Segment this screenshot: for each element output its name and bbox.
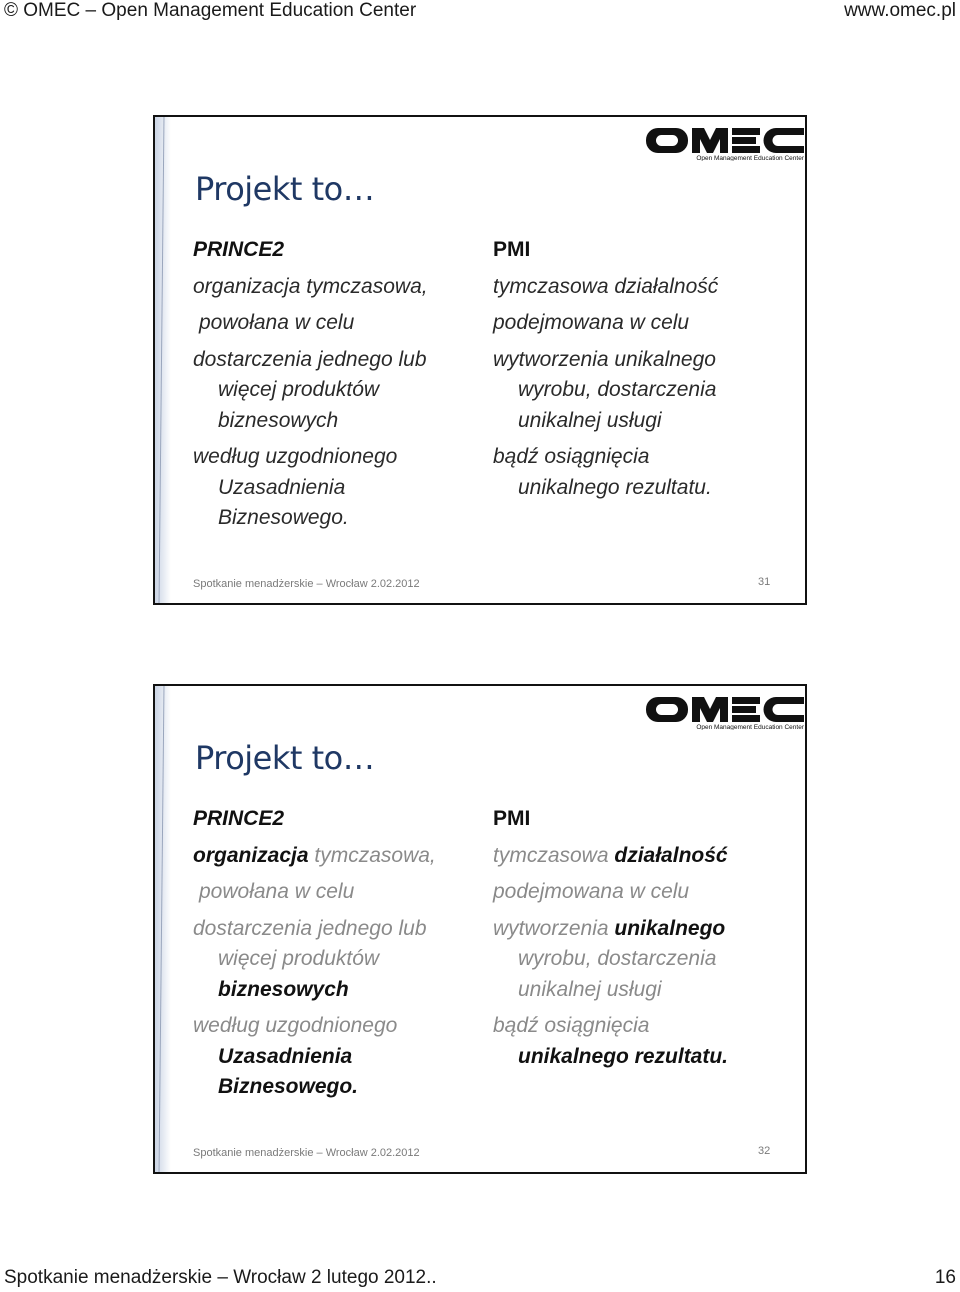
prince2-line: biznesowych	[218, 977, 349, 1001]
svg-text:Open Management Education Cent: Open Management Education Center	[696, 724, 804, 730]
prince2-line: organizacja tymczasowa,	[193, 843, 436, 867]
pmi-line: podejmowana w celu	[493, 311, 690, 334]
pmi-line: wytworzenia unikalnego	[493, 347, 716, 371]
prince2-line: Uzasadnienia	[218, 1044, 353, 1068]
pmi-line: wyrobu, dostarczenia	[518, 947, 717, 970]
slide-footer: Spotkanie menadżerskie – Wrocław 2.02.2012	[193, 578, 420, 590]
pmi-line: tymczasowa działalność	[493, 274, 719, 298]
prince2-line: dostarczenia jednego lub	[193, 347, 427, 371]
pmi-column	[493, 804, 803, 1072]
page-header	[0, 0, 960, 24]
prince2-line: więcej produktów	[218, 947, 380, 970]
prince2-line: organizacja tymczasowa,	[193, 274, 428, 298]
page-number: 16	[934, 1267, 956, 1288]
prince2-line: powołana w celu	[199, 880, 355, 903]
prince2-heading: PRINCE2	[193, 807, 285, 830]
prince2-line: Uzasadnienia	[218, 475, 346, 499]
pmi-heading: PMI	[493, 238, 531, 261]
prince2-column	[193, 235, 483, 534]
prince2-line: dostarczenia jednego lub	[193, 916, 427, 940]
pmi-line: tymczasowa działalność	[493, 843, 728, 867]
pmi-line: podejmowana w celu	[493, 880, 690, 903]
slide-32	[153, 684, 807, 1174]
slide-number: 31	[758, 576, 771, 588]
pmi-line: unikalnej usługi	[518, 977, 662, 1001]
prince2-heading: PRINCE2	[193, 238, 285, 261]
slide-title: Projekt to…	[195, 739, 375, 777]
prince2-column	[193, 804, 483, 1103]
prince2-line: biznesowych	[218, 408, 339, 432]
slide-31	[153, 115, 807, 605]
svg-text:Open Management Education Cent: Open Management Education Center	[696, 155, 804, 161]
pmi-line: unikalnej usługi	[518, 408, 662, 432]
prince2-line: według uzgodnionego	[193, 1014, 398, 1037]
pmi-column	[493, 235, 803, 503]
pmi-line: bądź osiągnięcia	[493, 1014, 650, 1037]
pmi-line: unikalnego rezultatu.	[518, 475, 712, 499]
slide-title: Projekt to…	[195, 170, 375, 208]
prince2-line: Biznesowego.	[218, 506, 349, 529]
website-link[interactable]: www.omec.pl	[844, 0, 956, 21]
pmi-line: wyrobu, dostarczenia	[518, 378, 717, 401]
omec-logo	[646, 692, 804, 730]
footer-text: Spotkanie menadżerskie – Wrocław 2 lutego 2012..	[4, 1267, 437, 1288]
slide-accent-stripe	[155, 686, 171, 1172]
prince2-line: według uzgodnionego	[193, 445, 398, 468]
slide-footer: Spotkanie menadżerskie – Wrocław 2.02.2012	[193, 1147, 420, 1159]
slide-number: 32	[758, 1145, 771, 1157]
slide-accent-stripe	[155, 117, 171, 603]
omec-logo	[646, 123, 804, 161]
prince2-line: Biznesowego.	[218, 1075, 359, 1098]
prince2-line: powołana w celu	[199, 311, 355, 334]
copyright-text: © OMEC – Open Management Education Center	[4, 0, 417, 21]
pmi-heading: PMI	[493, 807, 531, 830]
prince2-line: więcej produktów	[218, 378, 380, 401]
pmi-line: bądź osiągnięcia	[493, 445, 650, 468]
pmi-line: wytworzenia unikalnego	[493, 916, 726, 940]
pmi-line: unikalnego rezultatu.	[518, 1044, 729, 1068]
